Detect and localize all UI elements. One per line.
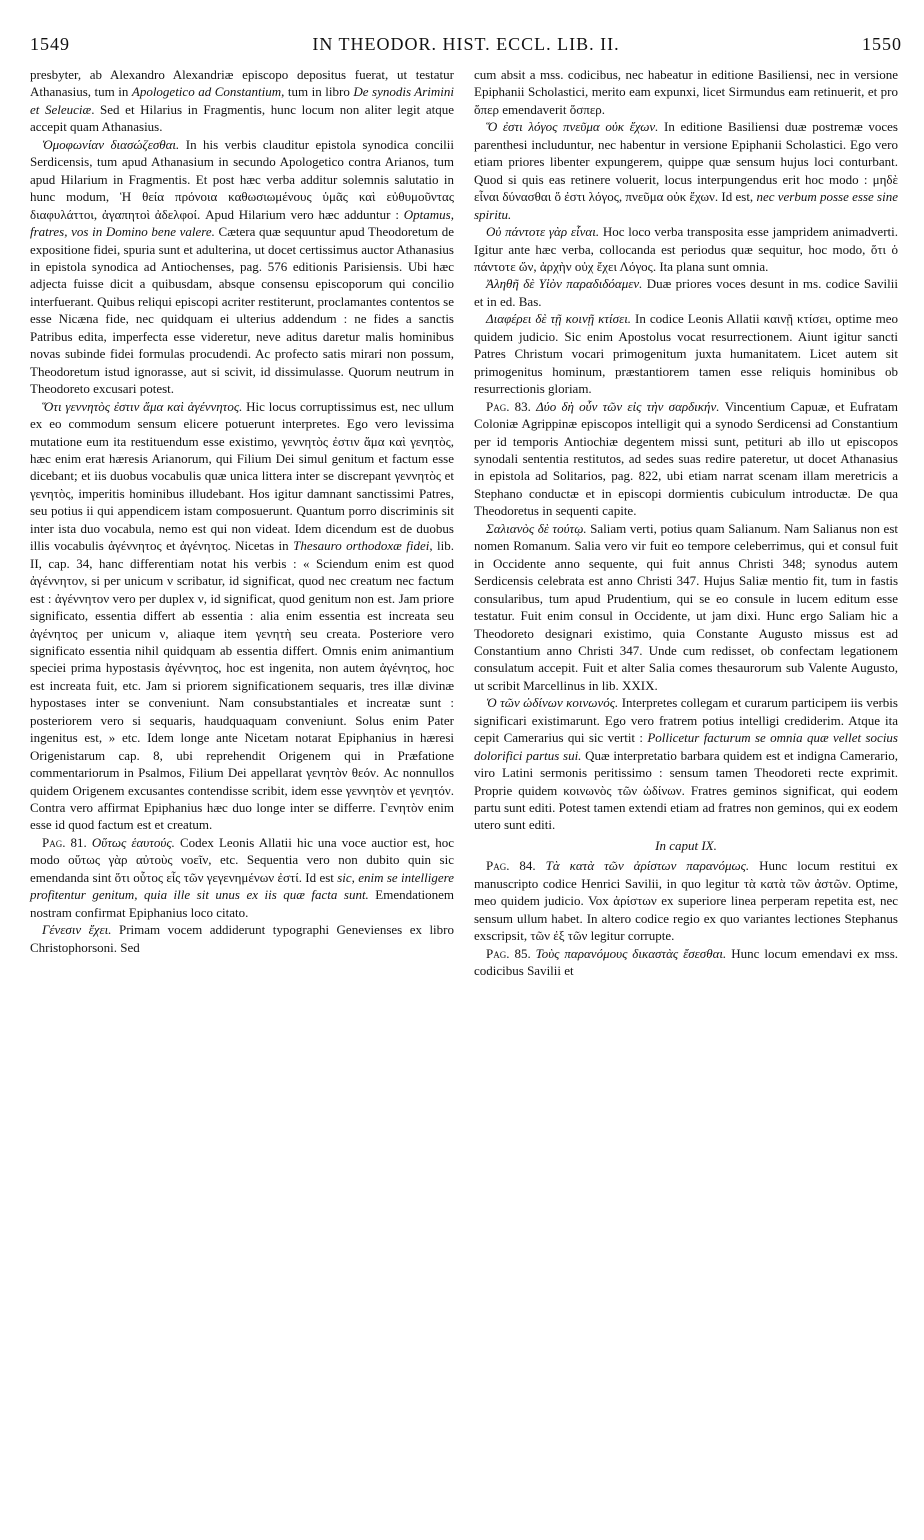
text: Primam vocem addiderunt typographi Genevienses ex libro Christophorsoni. Sed [30,922,454,955]
italic-text: Pollicetur facturum se omnia quæ vellet socius dolorifici partus sui. [474,730,898,763]
italic-text: De synodis Arimini et Seleuciæ [30,84,455,117]
text: 85. [509,945,536,961]
paragraph [474,66,898,118]
text: Cætera quæ sequuntur apud Theodoretum de expositione fidei, spuria sunt et adulterina, ut docet certissimus auctor Athanasius in epistola synodica ad Antiochenses, pag. 576 editionis Parisiensis. Ubi hæc adjecta fuisse dicit a quibusdam, absque consensu episcoporum qui concilio interfuerant. Quibus reliqui episcopi acriter restiterunt, proclamantes contentos se esse Nicæna fide, nec quidquam ei ulterius addendum : ne fides a sanctis Patribus edita, imperfecta esse videretur, neve aditus daretur malis hominibus novas subinde fidei formulas procudendi. Ac profecto satis mirari non possum, Theodoretum istud ignorasse, aut si scivit, id dissimulasse. Quorum neutrum in Theodoreto excusari potest. [30,224,454,397]
text: Emendationem nostram confirmat Epiphanius loco citato. [30,887,454,920]
paragraph [474,275,898,310]
paragraph [474,223,898,275]
italic-text: Thesauro orthodoxæ fidei [293,538,430,554]
lemma: Οὕτως ἑαυτούς. [91,834,175,850]
running-header [30,34,902,56]
page-ref: Pag. [486,398,510,414]
paragraph [474,520,898,695]
lemma: Ἀληθῆ δὲ Υἱὸν παραδιδόαμεν. [486,276,643,292]
page-ref: Pag. [486,945,510,961]
lemma: Ὁ τῶν ὠδίνων κοινωνός. [486,695,619,711]
page-number-left: 1549 [30,34,70,54]
page-ref: Pag. [42,834,66,850]
paragraph [30,921,454,956]
text: 81. [65,834,92,850]
lemma: Οὐ πάντοτε γὰρ εἶναι. [486,224,600,240]
paragraph [30,136,454,398]
lemma: Τὰ κατὰ τῶν ἀρίστων παρανόμως. [545,858,750,874]
paragraph [474,694,898,834]
text: In editione Basiliensi duæ postremæ voces parenthesi includuntur, nec habentur in versione Epiphanii Scholastici. Ego vero etiam priores libenter expungerem, quippe quæ sensum hujus loci conturbant. Quod si quis eas retinere voluerit, locus interpungendus erit hoc modo : μηδὲ εἶναι δύνασθαι ὅ ἐστι λόγος, πνεῦμα οὐκ ἔχων. Id est, [474,119,898,205]
italic-text: sic, enim se intelligere profitentur genitum, quia ille sit unus ex iis quæ facta sunt. [30,869,454,903]
text: In his verbis clauditur epistola synodica concilii Serdicensis, tum apud Athanasium in secundo Apologetico contra Arianos, tum apud Hilarium in Fragmentis. Et post hæc verba additur solemnis salutatio in hunc modum, Ἡ θεία πρόνοια καθωσιωμένους ὑμᾶς καὶ εὐθυμοῦντας διαφυλάττοι, ἀγαπητοὶ ἀδελφοί. Apud Hilarium vero hæc adduntur : [30,136,455,222]
lemma: Ὁμοφωνίαν διασώζεσθαι. [42,136,180,152]
italic-text: Optamus, fratres, vos in Domino bene valere. [30,206,454,240]
text: Hunc locum restitui ex manuscripto codice Henrici Savilii, in quo legitur τὰ κατὰ τῶν ἀστῶν. Optime, meo quidem judicio. Vox ἀρίστων ex superiore linea perperam repetita est, nec sensum ullum habet. In altero codice regio ex quo variantes lectiones Stephanus exscripsit, τῶν ἐξ τῶν legitur corrupte. [474,858,898,944]
text: Codex Leonis Allatii hic una voce auctior est, hoc modo οὕτως γὰρ αὐτοὺς νοεῖν, etc. Sequentia vero non dubito quin sic emendanda sint ὅτι οὗτος εἷς τῶν γεγενημένων ἐστί. Id est [30,834,454,885]
paragraph [30,398,454,834]
paragraph [30,834,454,921]
lemma: Δύο δὴ οὖν τῶν εἰς τὴν σαρδικήν. [536,398,720,414]
paragraph [474,310,898,397]
paragraph [474,118,898,223]
text: , tum in libro [281,84,354,100]
paragraph [474,398,898,520]
text: 83. [509,398,537,414]
right-column [474,66,898,980]
text: In codice Leonis Allatii καινῇ κτίσει, optime meo quidem judicio. Sic enim Apostolus vocat resurrectionem. Aiunt igitur sancti Patres Christum vocari primogenitum juxta humanitatem. Licet autem sit primogenitus hominum, præstantiorem tamen esse reliquis hominibus ob resurrectionis gloriam. [474,311,899,397]
running-title: IN THEODOR. HIST. ECCL. LIB. II. [312,34,620,54]
text: Quæ interpretatio barbara quidem est et indigna Camerario, viro Latini sermonis peritissimo : sensum tamen Theodoreti recte exprimit. Proprie quidem κοινωνὸς τῶν ὠδίνων. Fratres geminos significat, qui eodem partu sunt editi. Potest tamen extendi etiam ad fratres non geminos, qui ex eodem utero sunt editi. [474,747,898,833]
lemma: Σαλιανὸς δὲ τούτῳ. [486,520,587,536]
text: Hic locus corruptissimus est, nec ullum ex eo commodum sensum elicere potuerunt interpretes. Ego vero levissima mutatione eum ita restituendum esse existimo, γεννητὸς ἐστιν ἅμα καὶ γενητὸς, hæc enim erat hæresis Arianorum, qui Filium Dei simul genitum et factum esse dicebant; et iis duobus vocabulis quæ unica littera inter se discrepant γεννητὸς et γενητὸς, imperitis hominibus illudebant. Hos igitur damnant sanctissimi Patres, seu potius ii qui appendicem istam composuerunt. Quantum porro discriminis sit inter ista duo vocabula, nemo est qui non videat. Idem dicendum est de duobus illis vocabulis ἀγέννητος et ἀγένητος. Nicetas in [30,398,454,554]
left-column [30,66,454,956]
lemma: Ὅ ἐστι λόγος πνεῦμα οὐκ ἔχων. [486,119,659,135]
text: Hunc locum emendavi ex mss. codicibus Savilii et [474,945,899,979]
text: Hoc loco verba transposita esse jampridem animadverti. Igitur ante hæc verba, collocanda est periodus quæ sequitur, hoc modo, ὅτι ὁ πάντοτε ὤν, ἀρχὴν οὐχ ἔχει Λόγος. Ita plana sunt omnia. [474,224,899,274]
lemma: Διαφέρει δὲ τῇ κοινῇ κτίσει. [486,311,632,327]
text: presbyter, ab Alexandro Alexandriæ episcopo depositus fuerat, ut testatur Athanasius, tum in [30,67,454,100]
paragraph [30,66,454,136]
text: Duæ priores voces desunt in ms. codice Savilii et in ed. Bas. [474,276,898,309]
italic-text: Apologetico ad Constantium [131,84,282,100]
text: Vincentium Capuæ, et Eufratam Coloniæ Agrippinæ episcopos intelligit qui a synodo Serdicensi ad Constantium per id temporis Antiochiæ degentem missi sunt, petituri ab illo ut episcopos synodali sententia restitutos, ad sedes suas redire pateretur, ut docet Athanasius in epistola ad Solitarios, pag. 822, ubi etiam narrat scenam illam meretricis a Stephano conductæ et in episcopi dormientis cubiculum introductæ. De qua Theodoretus in sequenti capite. [474,398,899,519]
page-number-right: 1550 [862,34,902,54]
italic-text: nec verbum posse esse sine spiritu. [474,189,898,222]
text: Saliam verti, potius quam Salianum. Nam Salianus non est nomen Romanum. Salia vero vir fuit eo tempore celeberrimus, qui et consul fuit in Occidente anno sequente, qui fuit annus Christi 348; synodus autem Serdicensis celebrata est anno Christi 347. Hujus Saliæ mentio fit, tum in fastis consularibus, tum apud Prudentium, qui se eo consule in lucem editum esse testatur. Fuit enim consul in Occidente, ut jam dixi. Hunc ergo Saliam hic a Theodoreto designari existimo, quia Constante Augusto missus est ad Constantium anno Christi 347. Unde cum redisset, ob confectam legationem consulatum accepit. Fuit et alter Salia comes thesaurorum sub Valente Augusto, ut scribit Marcellinus in lib. XXIX. [474,520,898,693]
text: , lib. II, cap. 34, hanc differentiam notat his verbis : « Sciendum enim est quod ἀγέννητον, si per unicum ν scribatur, id significat, quod nec creatum nec factum est : ἀγέννητον vero per duplex ν, id significat, quod genitum non est. Jam priore significato, essentia differt ab essentia : alia enim essentia est increata seu ἀγένητος per unicum ν, aliaque item γενητὴ seu creata. Posteriore vero significato essentia nihil quidquam ab essentia differt. Omnis enim animantium speciei prima hypostasis ἀγέννητος, hoc est ingenita, non autem ἀγένητος, hoc est increata fuit, etc. Jam si priorem significationem sequaris, tres illæ divinæ hypostases inter se conveniunt. Nam consubstantiales et increatæ sunt : posteriorem vero si sequaris, haudquaquam conveniunt. Solus enim Pater ingenitus est, » etc. Idem longe ante Nicetam notarat Epiphanius in hæresi Origenistarum cap. 8, ubi reprehendit Origenem qui in Præfatione commentariorum in Psalmos, Filium Dei appellarat γενητὸν θεόν. Ac nonnullos quidem Origenem excusantes contendisse scribit, idem esse γεννητὸν et γενητόν. Contra vero affirmat Epiphanius hæc duo longe inter se differre. Γενητὸν enim esse id quod factum est et creatum. [30,538,455,833]
section-heading: In caput IX. [655,837,717,853]
text: Interpretes collegam et curarum participem iis verbis significari existimarunt. Ego vero fratrem potius intelligi crediderim. Atque ita cepit Camerarius qui sic vertit : [474,695,898,746]
paragraph [474,857,898,944]
paragraph [474,945,898,980]
lemma: Γένεσιν ἔχει. [42,922,112,938]
lemma: Ὅτι γεννητὸς ἐστιν ἅμα καὶ ἀγέννητος. [42,398,243,414]
page-ref: Pag. [486,858,510,874]
lemma: Τοὺς παρανόμους δικαστὰς ἔσεσθαι. [535,945,727,961]
text: cum absit a mss. codicibus, nec habeatur in editione Basiliensi, nec in versione Epiphanii Scholastici, merito eam expunxi, licet Sirmundus eam retinuerit, et pro ὅπερ emendaverit ὅσπερ. [474,67,898,117]
text: 84. [509,858,546,874]
text: . Sed et Hilarius in Fragmentis, hunc locum non aliter legit atque accepit quam Athanasius. [30,101,454,135]
